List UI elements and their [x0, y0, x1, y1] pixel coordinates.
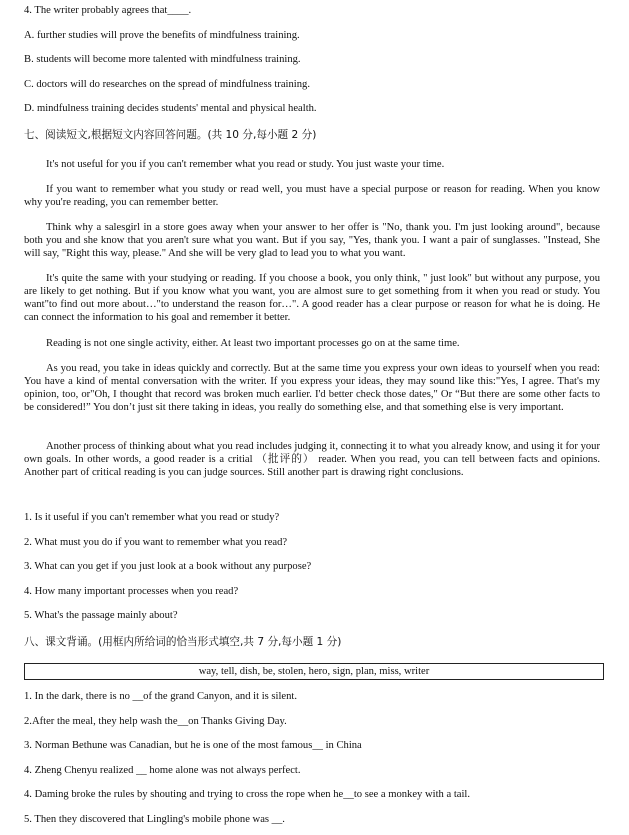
passage-paragraph — [24, 158, 600, 171]
question-item: 5. What's the passage mainly about? — [24, 610, 178, 621]
fill-item: 2.After the meal, they help wash the__on Thanks Giving Day. — [24, 716, 287, 727]
fill-item: 3. Norman Bethune was Canadian, but he is one of the most famous__ in China — [24, 740, 362, 751]
question-item: 3. What can you get if you just look at a book without any purpose? — [24, 561, 312, 572]
passage-paragraph — [24, 440, 600, 479]
passage-paragraph — [24, 337, 600, 350]
paragraph-text: It's quite the same with your studying or reading. If you choose a book, you only think, " just look" but without any purpose, you are likely to get nothing. But if you know what you want, you are almost sure to get something from it when you read or study. You want"to find out more about…"to understand the reason for…". A good reader has a clear purpose or reason for what he is doing. He can connect the information to his goal and remember it better. — [24, 273, 600, 323]
question-item: 4. How many important processes when you read? — [24, 586, 239, 597]
paragraph-text: Reading is not one single activity, either. At least two important processes go on at the same time. — [46, 338, 460, 349]
paragraph-text: It's not useful for you if you can't remember what you read or study. You just waste your time. — [46, 159, 445, 170]
q4-stem: 4. The writer probably agrees that____. — [24, 5, 192, 16]
question-item: 1. Is it useful if you can't remember what you read or study? — [24, 512, 280, 523]
section7-heading-text: 七、阅读短文,根据短文内容回答问题。(共 10 分,每小题 2 分) — [24, 129, 317, 141]
fill-item: 4. Daming broke the rules by shouting and trying to cross the rope when he__to see a monkey with a tail. — [24, 789, 471, 800]
q4-option-a: A. further studies will prove the benefits of mindfulness training. — [24, 30, 300, 41]
passage-paragraph — [24, 183, 600, 209]
q4-option-c: C. doctors will do researches on the spread of mindfulness training. — [24, 79, 310, 90]
passage-paragraph — [24, 272, 600, 324]
section8-heading-text: 八、课文背诵。(用框内所给词的恰当形式填空,共 7 分,每小题 1 分) — [24, 636, 342, 648]
paragraph-text: If you want to remember what you study or read well, you must have a special purpose or reason for reading. When you know why you're reading, you can remember better. — [24, 184, 600, 208]
paragraph-text: Think why a salesgirl in a store goes away when your answer to her offer is "No, thank you. I'm just looking around", because both you and she know that you aren't sure what you want. But if you say, "Yes, thank you. I want a pair of sunglasses. "Instead, She will say, "Right this way, please." And she will be very glad to lead you to what you want. — [24, 222, 600, 259]
fill-item: 5. Then they discovered that Lingling's mobile phone was __. — [24, 814, 285, 825]
paragraph-text: Another process of thinking about what you read includes judging it, connecting it to what you already know, and using it for your own goals. In other words, a good reader is a critial （批评的） reader. When you read, you can tell between facts and opinions. Another part of critical reading is you can judge sources. Still another part is drawing right conclusions. — [24, 441, 600, 478]
q4-option-d: D. mindfulness training decides students' mental and physical health. — [24, 103, 317, 114]
fill-item: 1. In the dark, there is no __of the grand Canyon, and it is silent. — [24, 691, 298, 702]
fill-item: 4. Zheng Chenyu realized __ home alone was not always perfect. — [24, 765, 301, 776]
q4-option-b: B. students will become more talented with mindfulness training. — [24, 54, 301, 65]
section7-heading — [24, 129, 316, 142]
passage-paragraph — [24, 362, 600, 414]
question-item: 2. What must you do if you want to remember what you read? — [24, 537, 288, 548]
word-bank-box: way, tell, dish, be, stolen, hero, sign, plan, miss, writer — [24, 663, 604, 680]
section8-heading — [24, 636, 341, 649]
passage-paragraph — [24, 221, 600, 260]
paragraph-text: As you read, you take in ideas quickly and correctly. But at the same time you express your own ideas to yourself when you read: You have a kind of mental conversation with the writer. If you express your ideas, they may sound like this:"Yes, I agree. That's my opinion, too, or"Oh, I thought that record was broken much earlier. I'd better check those dates," Or “But there are some other facts to be considered!” You don’t just sit there taking in ideas, you really do something else, and that something else is very important. — [24, 363, 600, 413]
